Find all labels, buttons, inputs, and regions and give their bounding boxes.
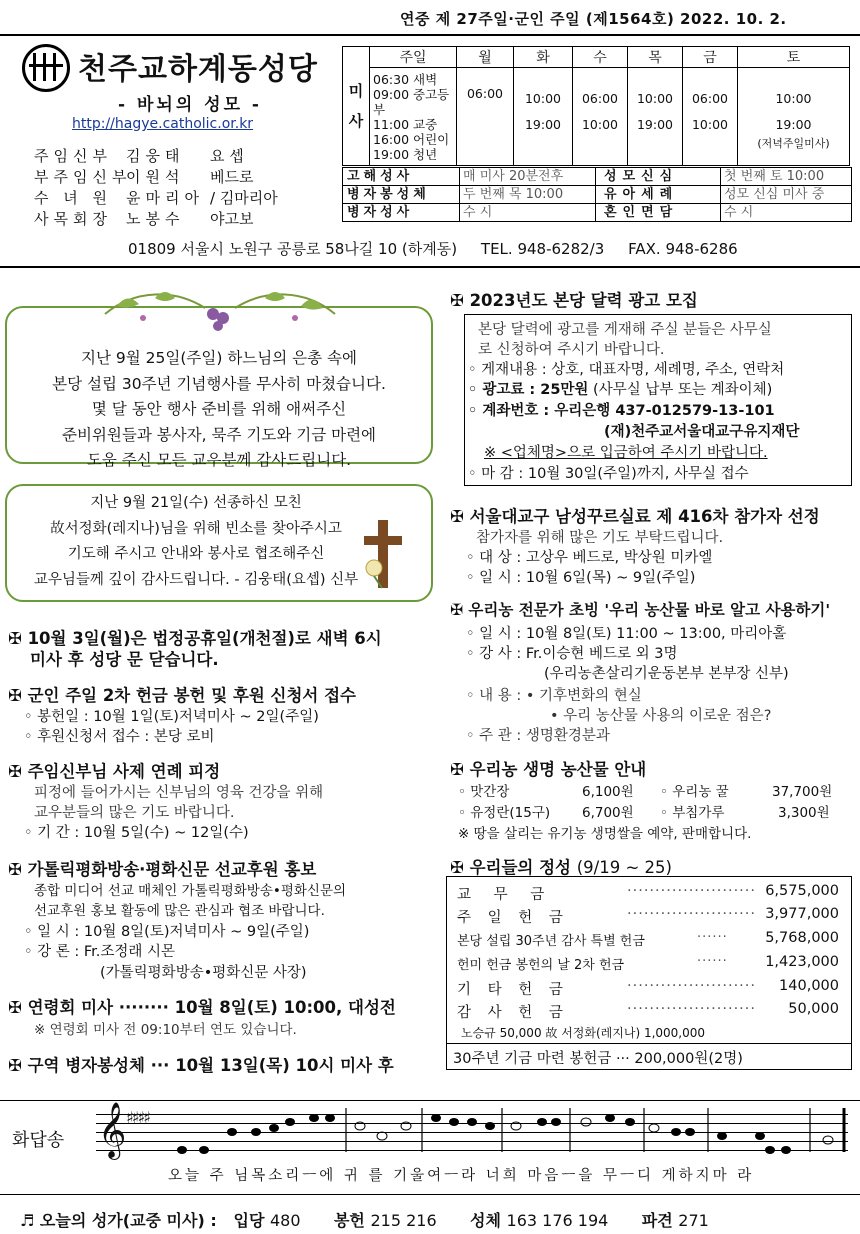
parish-logo-icon <box>22 44 70 92</box>
wednesday-times: 06:00 10:00 <box>573 68 628 166</box>
farm-lecture-line: • 우리 농산물 사용의 이로운 점은? <box>550 708 772 724</box>
produce-note: ※ 땅을 살리는 유기농 생명쌀을 예약, 판매합니다. <box>458 826 752 842</box>
offering-row: 감 사 헌 금 ······················· 50,000 <box>457 1001 839 1021</box>
header-divider <box>0 266 860 268</box>
produce-price: 3,300원 <box>778 805 830 821</box>
calendar-deadline: ◦ 마 감 : 10월 30일(주일)까지, 사무실 접수 <box>468 466 749 482</box>
calendar-fee-line: ◦ 광고료 : 25만원 (사무실 납부 또는 계좌이체) <box>468 382 773 398</box>
staff-row: 부주임신부 이원석 베드로 <box>34 168 254 186</box>
day-header: 토 <box>738 47 850 68</box>
issue-date-line: 연중 제 27주일·군인 주일 (제1564호) 2022. 10. 2. <box>400 10 787 28</box>
parish-website-link[interactable]: http://hagye.catholic.or.kr <box>72 116 254 132</box>
offering-row: 본당 설립 30주년 감사 특별 헌금 ······ 5,768,000 <box>457 930 839 949</box>
sacrament-info-table <box>342 167 852 222</box>
offering-row: 기 타 헌 금 ······················· 140,000 <box>457 978 839 998</box>
mass-label: 미 사 <box>343 47 370 166</box>
hymn-numbers: ♬ 오늘의 성가(교중 미사) : 입당 480 봉헌 215 216 성체 163 176 194 파견 271 <box>20 1211 709 1230</box>
farm-lecture-line: ◦ 주 관 : 생명환경분과 <box>466 728 610 744</box>
info-row: 병자봉성체 두 번째 목 10:00 유아세례 성모 신심 미사 중 <box>343 186 851 204</box>
staff-row: 수 녀 원 윤마리아 / 김마리아 <box>34 189 278 207</box>
farm-lecture-line: ◦ 일 시 : 10월 8일(토) 11:00 ~ 13:00, 마리아홀 <box>466 626 787 642</box>
friday-times: 06:00 10:00 <box>683 68 738 166</box>
thursday-times: 10:00 19:00 <box>628 68 683 166</box>
cursillo-line: 참가자를 위해 많은 기도 부탁드립니다. <box>476 530 724 546</box>
cursillo-line: ◦ 일 시 : 10월 6일(목) ~ 9일(주일) <box>466 570 696 586</box>
notice-communion-title: ✠ 구역 병자봉성체 ··· 10월 13일(목) 10시 미사 후 <box>8 1056 394 1075</box>
notice-broadcast-line: 선교후원 홍보 활동에 많은 관심과 협조 바랍니다. <box>34 903 325 919</box>
cross-flower-icon <box>360 518 410 590</box>
notice-military-line: ◦ 봉헌일 : 10월 1일(토)저녁미사 ~ 2일(주일) <box>24 709 319 725</box>
address-line: 01809 서울시 노원구 공릉로 58나길 10 (하계동) TEL. 948-6282/3 FAX. 948-6286 <box>128 240 738 258</box>
notice-retreat-title: ✠ 주임신부님 사제 연례 피정 <box>8 762 221 781</box>
notice-produce-title: ✠ 우리농 생명 농산물 안내 <box>450 760 647 779</box>
notice-retreat-line: 교우분들의 많은 기도 바랍니다. <box>34 805 235 821</box>
psalm-lyrics: 오늘 주 님목소리ㅡ에 귀 를 기울여ㅡ라 너희 마음ㅡ을 무ㅡ디 게하지마 라 <box>168 1168 755 1184</box>
farm-lecture-line: ◦ 내 용 : • 기후변화의 현실 <box>466 688 642 704</box>
tuesday-times: 10:00 19:00 <box>514 68 573 166</box>
day-header: 수 <box>573 47 628 68</box>
parish-name: 천주교하계동성당 <box>78 52 318 87</box>
notice-military-title: ✠ 군인 주일 2차 헌금 봉헌 및 후원 신청서 접수 <box>8 686 356 705</box>
mass-schedule-table <box>342 46 850 166</box>
offering-donors: 노승규 50,000 故 서정화(레지나) 1,000,000 <box>461 1026 706 1040</box>
day-header: 화 <box>514 47 573 68</box>
notice-calendar-title: ✠ 2023년도 본당 달력 광고 모집 <box>450 291 698 310</box>
grape-vine-icon <box>95 284 345 332</box>
saturday-times: 10:00 19:00 (저녁주일미사) <box>738 68 850 166</box>
notice-farm-lecture-title: ✠ 우리농 전문가 초빙 '우리 농산물 바로 알고 사용하기' <box>450 601 831 619</box>
notice-memorial-line: ※ 연령회 미사 전 09:10부터 연도 있습니다. <box>34 1022 297 1038</box>
top-divider <box>0 34 860 36</box>
thanks-funeral-text: 지난 9월 21일(수) 선종하신 모친 故서정화(레지나)님을 위해 빈소를 찾아주시고 기도해 주시고 안내와 봉사로 협조해주신 교우님들께 깊이 감사드립니다. - 김웅태(요셉) 신부 <box>33 495 359 588</box>
notice-retreat-line: ◦ 기 간 : 10월 5일(수) ~ 12일(수) <box>24 825 249 841</box>
notice-holiday-title: ✠ 10월 3일(월)은 법정공휴일(개천절)로 새벽 6시 <box>8 629 382 648</box>
calendar-account-owner: (재)천주교서울대교구유지재단 <box>604 424 800 440</box>
monday-times: 06:00 <box>457 68 514 166</box>
notice-broadcast-title: ✠ 가톨릭평화방송·평화신문 선교후원 홍보 <box>8 860 317 879</box>
notice-broadcast-line: ◦ 강 론 : Fr.조정래 시몬 <box>24 944 176 960</box>
psalm-label: 화답송 <box>12 1130 65 1151</box>
treble-clef-icon: 𝄞 <box>98 1102 127 1158</box>
notice-broadcast-line: (가톨릭평화방송•평화신문 사장) <box>100 965 307 981</box>
calendar-line: 로 신청하여 주시기 바랍니다. <box>478 342 665 358</box>
offering-row: 헌미 헌금 봉헌의 날 2차 헌금 ······ 1,423,000 <box>457 954 839 973</box>
music-notes-icon <box>170 1104 850 1160</box>
key-signature-icon: ♯♯♯♯ <box>126 1108 149 1127</box>
farm-lecture-line: (우리농촌살리기운동본부 본부장 신부) <box>544 666 789 682</box>
thanks-anniversary-text: 지난 9월 25일(주일) 하느님의 은총 속에 본당 설립 30주년 기념행사를 무사히 마쳤습니다. 몇 달 동안 행사 준비를 위해 애써주신 준비위원들과 봉사자, 묵주 기도와 기금 마련에 도움 주신 모든 교우분께 감사드립니다. <box>52 349 386 469</box>
calendar-account-line: ◦ 계좌번호 : 우리은행 437-012579-13-101 <box>468 403 775 419</box>
produce-price: 6,700원 <box>582 805 634 821</box>
produce-price: 37,700원 <box>772 784 833 800</box>
farm-lecture-line: ◦ 강 사 : Fr.이승현 베드로 외 3명 <box>466 646 678 662</box>
cursillo-line: ◦ 대 상 : 고상우 베드로, 박상원 미카엘 <box>466 550 713 566</box>
day-header: 목 <box>628 47 683 68</box>
notice-retreat-line: 피정에 들어가시는 신부님의 영육 건강을 위해 <box>34 785 324 801</box>
staff-row: 주임신부 김웅태 요 셉 <box>34 147 244 165</box>
info-row: 병자성사 수 시 혼인면담 수 시 <box>343 204 851 221</box>
notice-military-line: ◦ 후원신청서 접수 : 본당 로비 <box>24 729 215 745</box>
produce-item: ◦ 맛간장 <box>458 784 510 800</box>
anniversary-fund: 30주년 기금 마련 봉헌금 ··· 200,000원(2명) <box>453 1051 743 1067</box>
staff-list <box>34 146 278 230</box>
bottom-divider <box>0 1194 860 1195</box>
calendar-line: 본당 달력에 광고를 게재해 주실 분들은 사무실 <box>478 322 772 338</box>
notice-broadcast-line: 종합 미디어 선교 매체인 가톨릭평화방송•평화신문의 <box>34 883 347 899</box>
notice-broadcast-line: ◦ 일 시 : 10월 8일(토)저녁미사 ~ 9일(주일) <box>24 924 310 940</box>
staff-row: 사목회장 노봉수 야고보 <box>34 210 254 228</box>
day-header: 금 <box>683 47 738 68</box>
day-header: 월 <box>457 47 514 68</box>
music-divider <box>0 1100 860 1101</box>
calendar-line: ◦ 게재내용 : 상호, 대표자명, 세례명, 주소, 연락처 <box>468 362 785 378</box>
notice-memorial-title: ✠ 연령회 미사 ········ 10월 8일(토) 10:00, 대성전 <box>8 998 396 1017</box>
notice-cursillo-title: ✠ 서울대교구 남성꾸르실료 제 416차 참가자 선정 <box>450 507 820 526</box>
offering-row: 교 무 금 ······················· 6,575,000 <box>457 883 839 903</box>
info-row: 고해성사 매 미사 20분전후 성모신심 첫 번째 토 10:00 <box>343 168 851 186</box>
produce-item: ◦ 우리농 꿀 <box>660 784 729 800</box>
offering-title: ✠ 우리들의 정성 (9/19 ~ 25) <box>450 858 672 877</box>
day-header: 주일 <box>370 47 457 68</box>
calendar-note: ※ <업체명>으로 입금하여 주시기 바랍니다. <box>484 445 768 461</box>
produce-item: ◦ 유정란(15구) <box>458 805 551 821</box>
produce-price: 6,100원 <box>582 784 634 800</box>
notice-holiday-title-2: 미사 후 성당 문 닫습니다. <box>30 650 219 669</box>
sunday-times: 06:30 새벽 09:00 중고등부 11:00 교중 16:00 어린이 19:00 청년 <box>370 68 457 166</box>
offering-row: 주 일 헌 금 ······················· 3,977,000 <box>457 906 839 926</box>
parish-subtitle: - 바뇌의 성모 - <box>118 95 262 115</box>
produce-item: ◦ 부침가루 <box>660 805 725 821</box>
offering-table <box>446 876 852 1070</box>
